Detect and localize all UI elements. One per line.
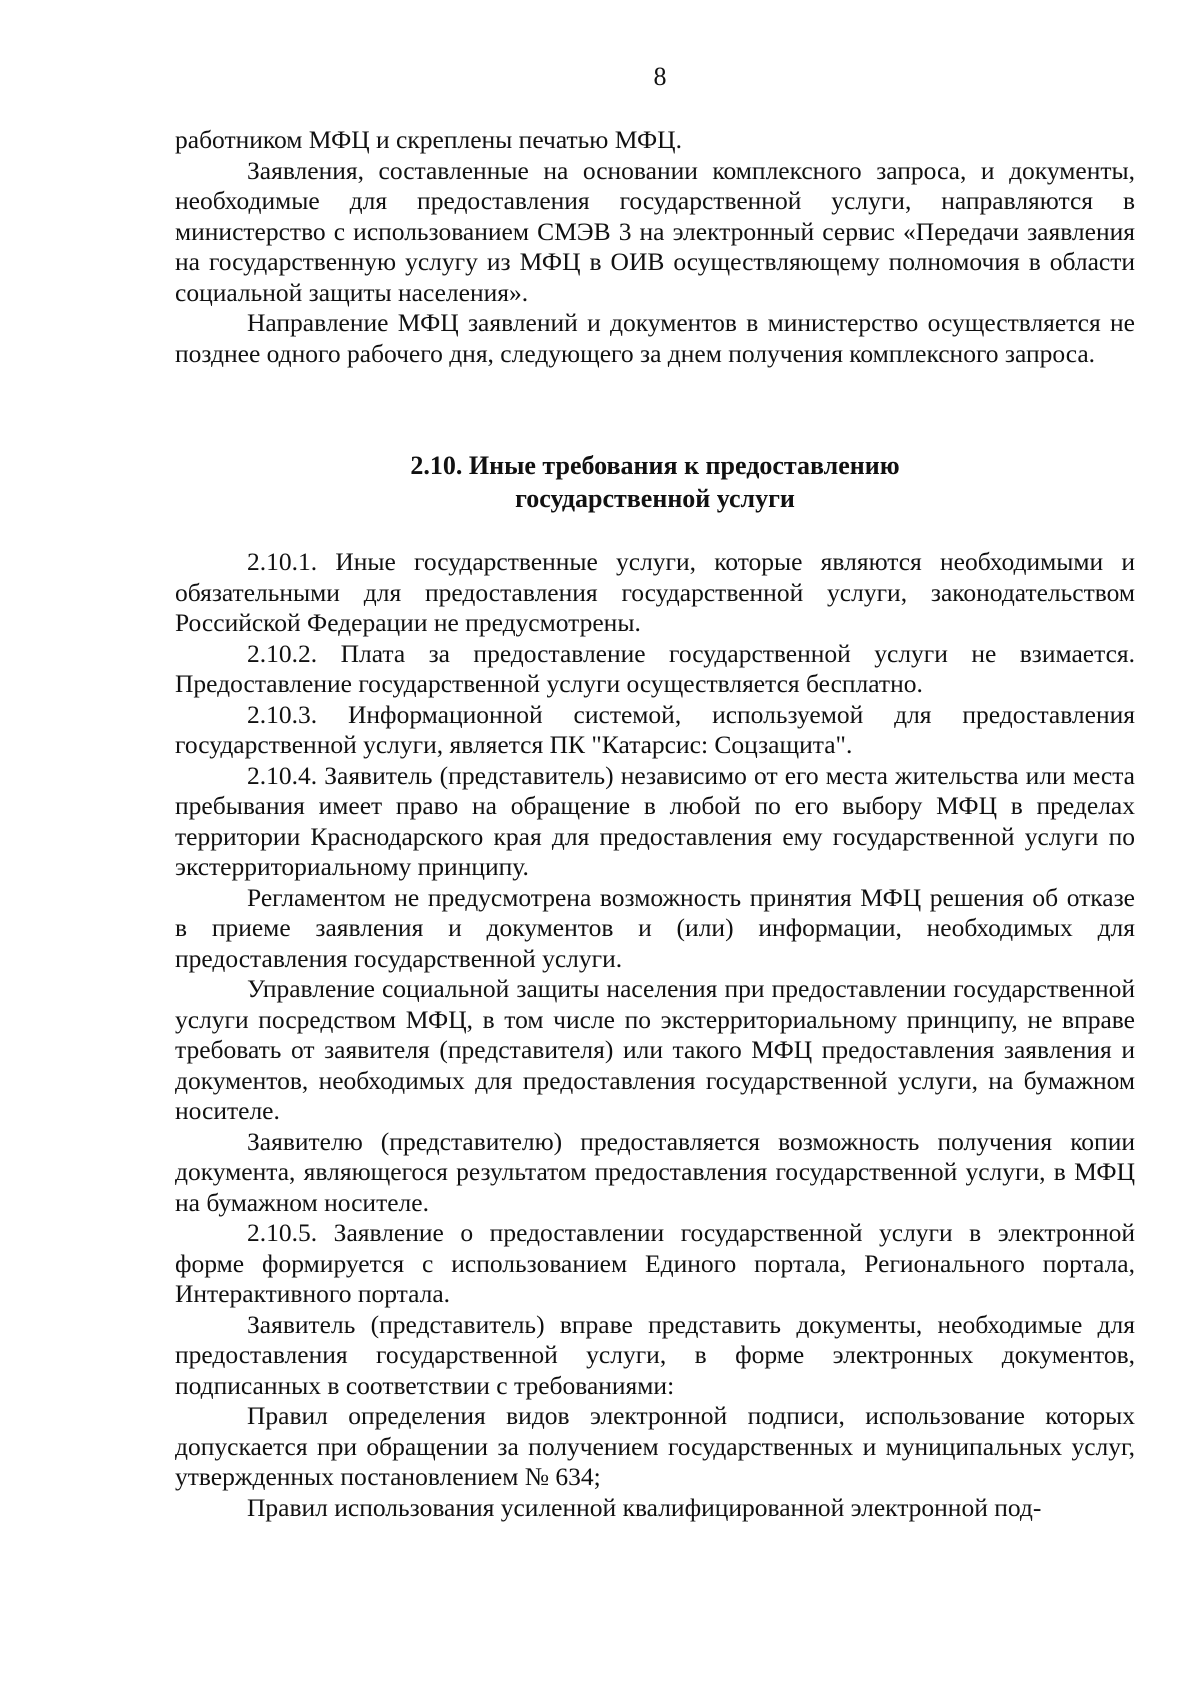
paragraph-2-10-4: 2.10.4. Заявитель (представитель) независимо от его места жительства или места пребывания имеет право на обращение в любой по его выбору МФЦ в пределах территории Краснодарского края для предоставления ему государственной услуги по экстерриториальному принципу. bbox=[175, 760, 1135, 881]
paragraph-mfc-deadline: Направление МФЦ заявлений и документов в министерство осуществляется не позднее одного рабочего дня, следующего за днем получения комплексного запроса. bbox=[175, 308, 1135, 368]
section-heading-line-1: 2.10. Иные требования к предоставлению bbox=[410, 451, 900, 480]
paragraph-2-10-2: 2.10.2. Плата за предоставление государственной услуги не взимается. Предоставление государственной услуги осуществляется бесплатно. bbox=[175, 638, 1135, 698]
paragraph-2-10-5: 2.10.5. Заявление о предоставлении государственной услуги в электронной форме формируется с использованием Единого портала, Регионального портала, Интерактивного портала. bbox=[175, 1218, 1135, 1308]
paragraph-2-10-3: 2.10.3. Информационной системой, используемой для предоставления государственной услуги, является ПК "Катарсис: Соцзащита". bbox=[175, 699, 1135, 759]
paragraph-social-protection: Управление социальной защиты населения при предоставлении государственной услуги посредством МФЦ, в том числе по экстерриториальному принципу, не вправе требовать от заявителя (представителя) или такого МФЦ предоставления заявления и документов, необходимых для предоставления государственной услуги, на бумажном носителе. bbox=[175, 974, 1135, 1125]
top-text-block bbox=[175, 125, 1135, 369]
section-heading-line-2: государственной услуги bbox=[515, 484, 795, 513]
paragraph-no-refusal: Регламентом не предусмотрена возможность принятия МФЦ решения об отказе в приеме заявления и документов и (или) информации, необходимых для предоставления государственной услуги. bbox=[175, 882, 1135, 973]
paragraph-electronic-documents: Заявитель (представитель) вправе представить документы, необходимые для предоставления государственной услуги, в форме электронных документов, подписанных в соответствии с требованиями: bbox=[175, 1309, 1135, 1400]
paragraph-signature-rules: Правил определения видов электронной подписи, использование которых допускается при обращении за получением государственных и муниципальных услуг, утвержденных постановлением № 634; bbox=[175, 1401, 1135, 1491]
section-heading bbox=[175, 449, 1135, 515]
paragraph-complex-request: Заявления, составленные на основании комплексного запроса, и документы, необходимые для предоставления государственной услуги, направляются в министерство с использованием СМЭВ 3 на электронный сервис «Передачи заявления на государственную услугу из МФЦ в ОИВ осуществляющему полномочия в области социальной защиты населения». bbox=[175, 155, 1135, 307]
paragraph-continuation: работником МФЦ и скреплены печатью МФЦ. bbox=[175, 125, 682, 154]
paragraph-2-10-1: 2.10.1. Иные государственные услуги, которые являются необходимыми и обязательными для предоставления государственной услуги, законодательством Российской Федерации не предусмотрены. bbox=[175, 547, 1135, 637]
paragraph-qualified-signature: Правил использования усиленной квалифицированной электронной под- bbox=[247, 1492, 1042, 1522]
main-text-block bbox=[175, 547, 1135, 1523]
paragraph-paper-copy: Заявителю (представителю) предоставляется возможность получения копии документа, являющегося результатом предоставления государственной услуги, в МФЦ на бумажном носителе. bbox=[175, 1126, 1135, 1217]
page-number: 8 bbox=[653, 62, 667, 91]
